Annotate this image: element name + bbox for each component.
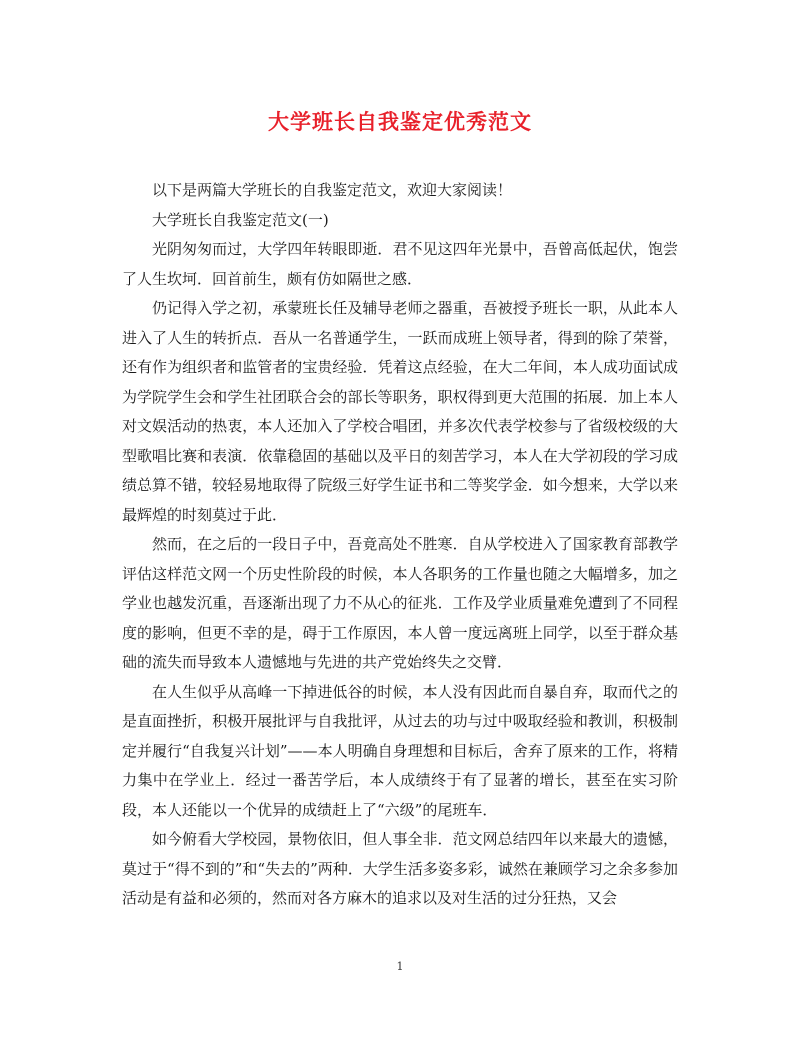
body-paragraph: 在人生似乎从高峰一下掉进低谷的时候，本人没有因此而自暴自弃，取而代之的是直面挫折，积极开展批评与自我批评，从过去的功与过中吸取经验和教训，积极制定并履行“自我复兴计划”——本人明确自身理想和目标后，舍弃了原来的工作，将精力集中在学业上．经过一番苦学后，本人成绩终于有了显著的增长，甚至在实习阶段，本人还能以一个优异的成绩赶上了“六级”的尾班车．	[122, 682, 678, 819]
body-paragraph: 然而，在之后的一段日子中，吾竟高处不胜寒．自从学校进入了国家教育部教学评估这样范文网一个历史性阶段的时候，本人各职务的工作量也随之大幅增多，加之学业也越发沉重，吾逐渐出现了力不从心的征兆．工作及学业质量难免遭到了不同程度的影响，但更不幸的是，碍于工作原因，本人曾一度远离班上同学，以至于群众基础的流失而导致本人遗憾地与先进的共产党始终失之交臂．	[122, 535, 678, 671]
body-paragraph: 如今俯看大学校园，景物依旧，但人事全非．范文网总结四年以来最大的遗憾，莫过于“得不到的”和“失去的”两种．大学生活多姿多彩，诚然在兼顾学习之余多参加活动是有益和必须的，然而对各方麻木的追求以及对生活的过分狂热，又会	[122, 830, 678, 907]
document-title: 大学班长自我鉴定优秀范文	[268, 109, 532, 134]
document-body	[122, 176, 678, 914]
body-paragraph: 光阴匆匆而过，大学四年转眼即逝．君不见这四年光景中，吾曾高低起伏，饱尝了人生坎坷．回首前生，颇有仿如隔世之感．	[122, 240, 678, 288]
section-heading: 大学班长自我鉴定范文(一)	[152, 210, 329, 229]
body-paragraph: 仍记得入学之初，承蒙班长任及辅导老师之器重，吾被授予班长一职，从此本人进入了人生的转折点．吾从一名普通学生，一跃而成班上领导者，得到的除了荣誉，还有作为组织者和监管者的宝贵经验．凭着这点经验，在大二年间，本人成功面试成为学院学生会和学生社团联合会的部长等职务，职权得到更大范围的拓展．加上本人对文娱活动的热衷，本人还加入了学校合唱团，并多次代表学校参与了省级校级的大型歌唱比赛和表演．依靠稳固的基础以及平日的刻苦学习，本人在大学初段的学习成绩总算不错，较轻易地取得了院级三好学生证书和二等奖学金．如今想来，大学以来最辉煌的时刻莫过于此．	[122, 299, 678, 524]
page-number: 1	[396, 960, 404, 973]
intro-paragraph: 以下是两篇大学班长的自我鉴定范文，欢迎大家阅读！	[152, 181, 513, 199]
